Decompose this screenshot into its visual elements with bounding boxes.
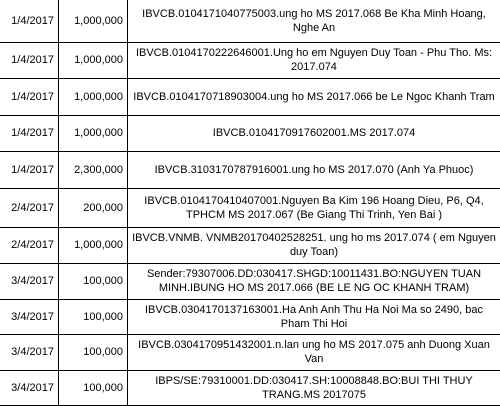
date-cell: 3/4/2017 bbox=[0, 334, 59, 370]
amount-cell: 200,000 bbox=[59, 188, 128, 227]
amount-cell: 1,000,000 bbox=[59, 42, 128, 78]
description-cell: IBVCB.3103170787916001.ung ho MS 2017.070 (Anh Ya Phuoc) bbox=[128, 151, 500, 188]
description-cell: IBVCB.VNMB. VNMB20170402528251. ung ho ms 2017.074 ( em Nguyen duy Toan) bbox=[128, 227, 500, 263]
table-row bbox=[0, 42, 500, 78]
table-row bbox=[0, 188, 500, 227]
amount-cell: 1,000,000 bbox=[59, 78, 128, 115]
date-cell: 1/4/2017 bbox=[0, 115, 59, 151]
description-cell: IBVCB.0104170222646001.Ung ho em Nguyen Duy Toan - Phu Tho. Ms: 2017.074 bbox=[128, 42, 500, 78]
table-row bbox=[0, 263, 500, 299]
table-row bbox=[0, 0, 500, 42]
amount-cell: 100,000 bbox=[59, 370, 128, 405]
amount-cell: 1,000,000 bbox=[59, 115, 128, 151]
table-row bbox=[0, 115, 500, 151]
table-row bbox=[0, 151, 500, 188]
table-row bbox=[0, 334, 500, 370]
amount-cell: 100,000 bbox=[59, 299, 128, 334]
description-cell: IBVCB.0104170917602001.MS 2017.074 bbox=[128, 115, 500, 151]
date-cell: 2/4/2017 bbox=[0, 227, 59, 263]
date-cell: 3/4/2017 bbox=[0, 370, 59, 405]
table-row bbox=[0, 227, 500, 263]
table-row bbox=[0, 299, 500, 334]
date-cell: 1/4/2017 bbox=[0, 78, 59, 115]
date-cell: 1/4/2017 bbox=[0, 42, 59, 78]
date-cell: 1/4/2017 bbox=[0, 151, 59, 188]
date-cell: 3/4/2017 bbox=[0, 263, 59, 299]
description-cell: IBVCB.0304170137163001.Ha Anh Anh Thu Ha Noi Ma so 2490, bac Pham Thi Hoi bbox=[128, 299, 500, 334]
amount-cell: 1,000,000 bbox=[59, 227, 128, 263]
description-cell: IBVCB.0104170718903004.ung ho MS 2017.066 be Le Ngoc Khanh Tram bbox=[128, 78, 500, 115]
description-cell: IBVCB.0304170951432001.n.lan ung ho MS 2017.075 anh Duong Xuan Van bbox=[128, 334, 500, 370]
date-cell: 1/4/2017 bbox=[0, 0, 59, 42]
description-cell: IBVCB.0104170410407001.Nguyen Ba Kim 196 Hoang Dieu, P6, Q4, TPHCM MS 2017.067 (Be Giang Thi Trinh, Yen Bai ) bbox=[128, 188, 500, 227]
amount-cell: 100,000 bbox=[59, 334, 128, 370]
amount-cell: 1,000,000 bbox=[59, 0, 128, 42]
description-cell: IBPS/SE:79310001.DD:030417.SH:10008848.BO:BUI THI THUY TRANG.MS 2017075 bbox=[128, 370, 500, 405]
table-row bbox=[0, 78, 500, 115]
table-row bbox=[0, 370, 500, 405]
description-cell: IBVCB.0104171040775003.ung ho MS 2017.068 Be Kha Minh Hoang, Nghe An bbox=[128, 0, 500, 42]
description-cell: Sender:79307006.DD:030417.SHGD:10011431.BO:NGUYEN TUAN MINH.IBUNG HO MS 2017.066 (BE LE NG OC KHANH TRAM) bbox=[128, 263, 500, 299]
date-cell: 3/4/2017 bbox=[0, 299, 59, 334]
amount-cell: 2,300,000 bbox=[59, 151, 128, 188]
date-cell: 2/4/2017 bbox=[0, 188, 59, 227]
amount-cell: 100,000 bbox=[59, 263, 128, 299]
